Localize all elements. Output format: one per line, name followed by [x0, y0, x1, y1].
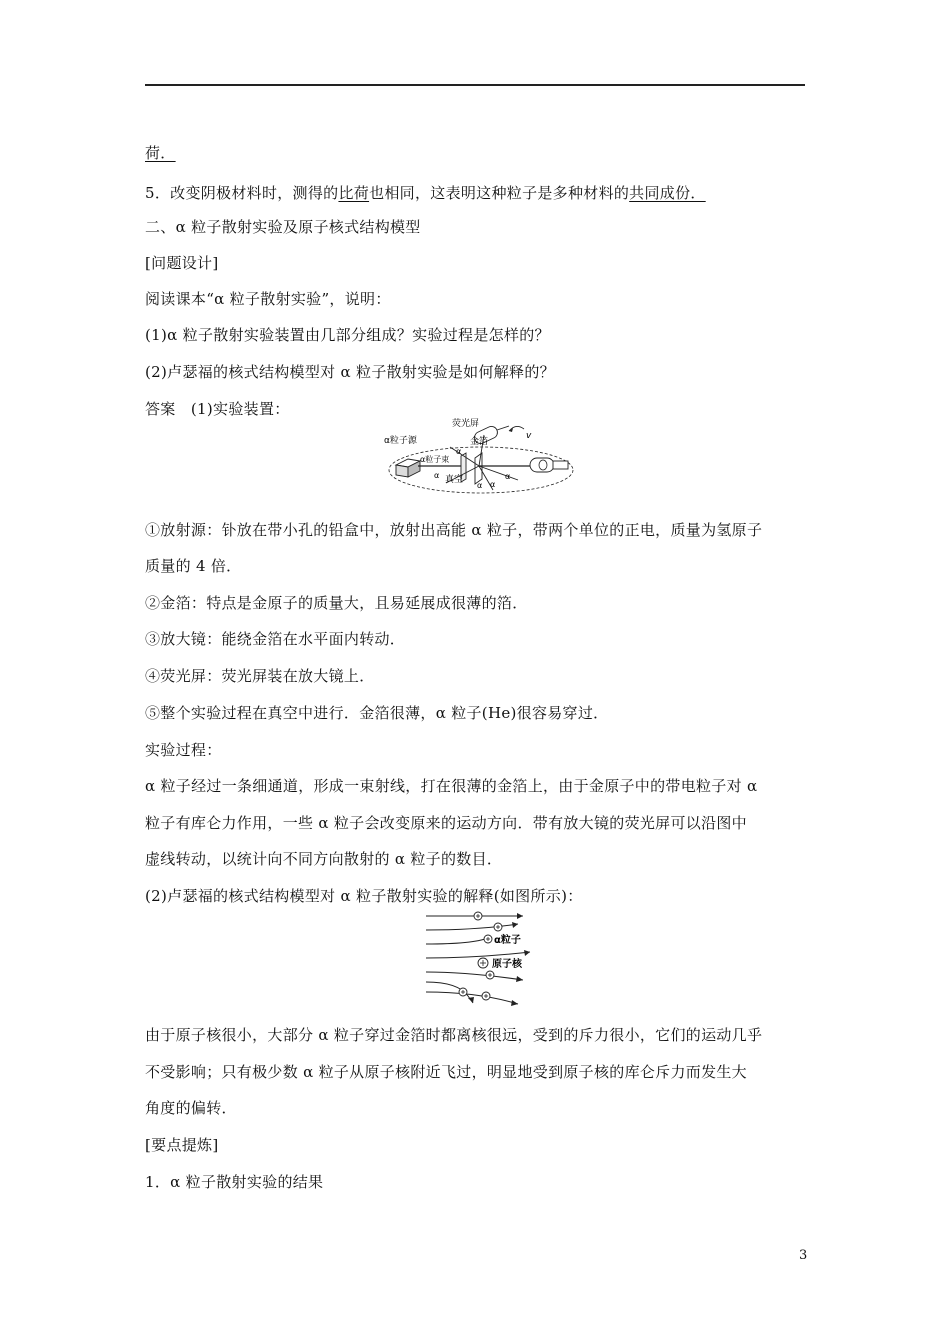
svg-text:α粒子束: α粒子束 [420, 455, 450, 464]
text-line: ②金箔：特点是金原子的质量大，且易延展成很薄的箔． [145, 594, 528, 612]
subheading: 实验过程： [145, 741, 222, 759]
svg-text:α: α [490, 480, 496, 489]
svg-text:α: α [456, 447, 462, 456]
svg-text:α: α [434, 471, 440, 480]
svg-text:原子核: 原子核 [492, 959, 522, 970]
svg-text:α: α [477, 481, 483, 490]
question-2: (2)卢瑟福的核式结构模型对 α 粒子散射实验是如何解释的？ [145, 363, 555, 381]
text-line: α 粒子经过一条细通道，形成一束射线，打在很薄的金箔上，由于金原子中的带电粒子对 α [145, 777, 758, 795]
text-line: ⑤整个实验过程在真空中进行．金箔很薄，α 粒子(He)很容易穿过． [145, 704, 609, 722]
question-1: (1)α 粒子散射实验装置由几部分组成？实验过程是怎样的？ [145, 326, 550, 344]
text-line: 粒子有库仑力作用，一些 α 粒子会改变原来的运动方向．带有放大镜的荧光屏可以沿图中 [145, 814, 747, 832]
svg-text:α粒子: α粒子 [494, 935, 521, 946]
text-line: 阅读课本“α 粒子散射实验”，说明： [145, 290, 391, 308]
text-line: ④荧光屏：荧光屏装在放大镜上． [145, 667, 375, 685]
text-line: 角度的偏转． [145, 1099, 237, 1117]
scattering-figure [418, 908, 533, 1008]
svg-text:α: α [505, 472, 511, 481]
svg-text:v: v [526, 431, 532, 441]
text-line: 质量的 4 倍． [145, 557, 242, 575]
text-line: 不受影响；只有极少数 α 粒子从原子核附近飞过，明显地受到原子核的库仑斥力而发生大 [145, 1063, 747, 1081]
subheading: [问题设计] [145, 254, 219, 272]
answer-label: 答案 (1)实验装置： [145, 400, 290, 418]
text-line: 虚线转动，以统计向不同方向散射的 α 粒子的数目． [145, 850, 503, 868]
text-line: ①放射源：钋放在带小孔的铅盒中，放射出高能 α 粒子，带两个单位的正电，质量为氢原子 [145, 521, 763, 539]
svg-text:荧光屏: 荧光屏 [452, 419, 480, 429]
text-line: (2)卢瑟福的核式结构模型对 α 粒子散射实验的解释(如图所示)： [145, 887, 583, 905]
svg-text:金箔: 金箔 [470, 437, 489, 447]
subheading: [要点提炼] [145, 1136, 219, 1154]
page-number: 3 [799, 1248, 808, 1263]
text-line: 1．α 粒子散射实验的结果 [145, 1173, 324, 1191]
apparatus-figure [378, 417, 578, 497]
text-line: 5．改变阴极材料时，测得的比荷也相同，这表明这种粒子是多种材料的共同成份． [145, 184, 706, 202]
text-line: ③放大镜：能绕金箔在水平面内转动． [145, 630, 406, 648]
text-line: 荷． [145, 144, 176, 162]
section-heading: 二、α 粒子散射实验及原子核式结构模型 [145, 218, 421, 236]
svg-text:α粒子源: α粒子源 [384, 436, 417, 446]
text-line: 由于原子核很小，大部分 α 粒子穿过金箔时都离核很远，受到的斥力很小，它们的运动几乎 [145, 1026, 763, 1044]
header-rule [145, 84, 805, 86]
svg-text:真空: 真空 [445, 475, 464, 485]
